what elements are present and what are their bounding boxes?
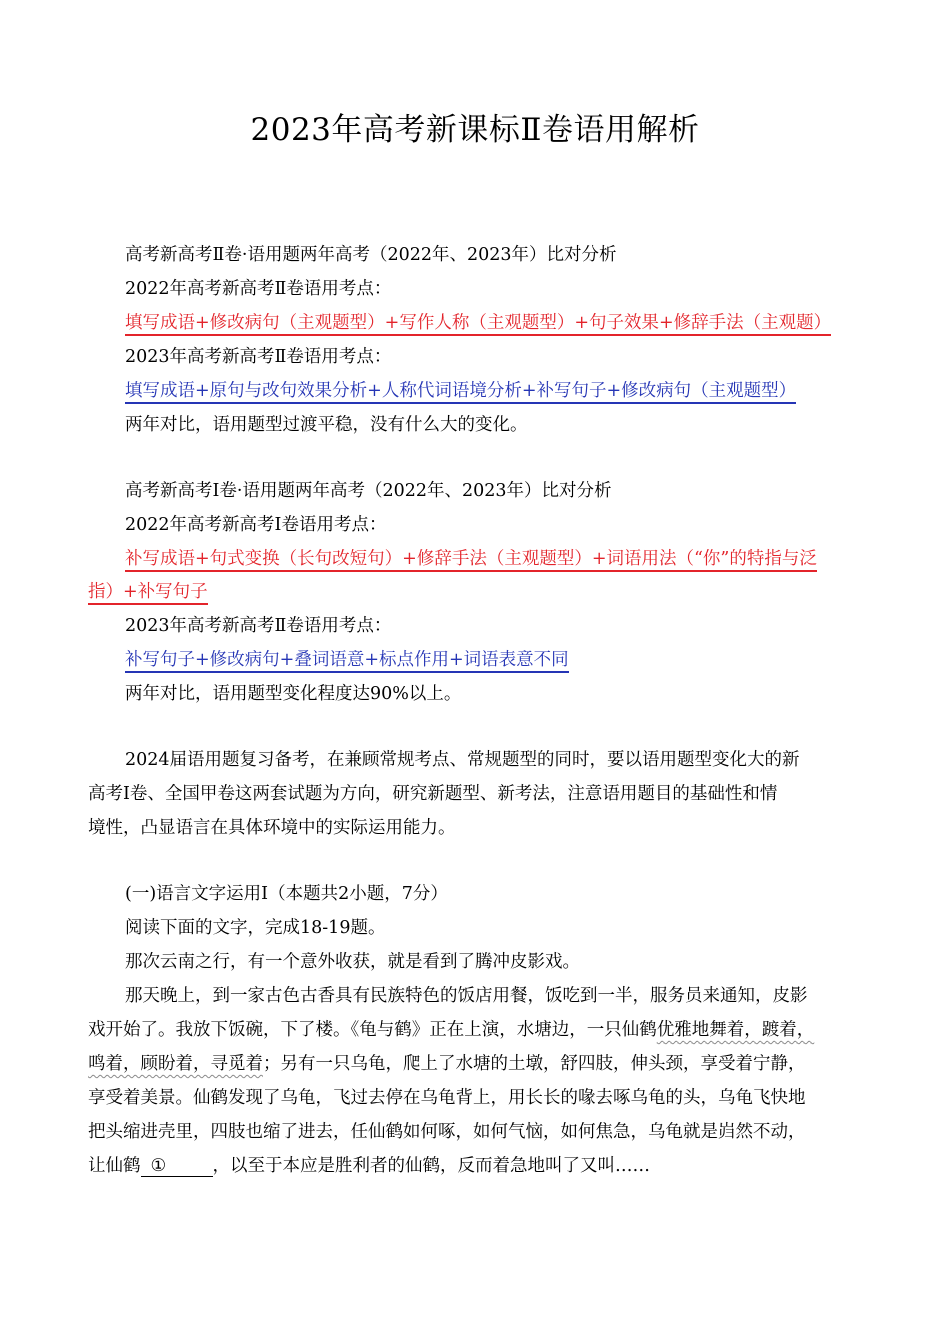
passage-p2-line-1: 那天晚上，到一家古色古香具有民族特色的饭店用餐，饭吃到一半，服务员来通知，皮影: [125, 986, 808, 1006]
section1-label-2023: 2023年高考新高考Ⅱ卷语用考点：: [125, 347, 392, 367]
advice-line-3: 境性，凸显语言在具体环境中的实际运用能力。: [88, 818, 456, 838]
passage-wavy-underline-2: 鸣着，顾盼着，寻觅着: [88, 1054, 263, 1074]
advice-line-2: 高考Ⅰ卷、全国甲卷这两套试题为方向，研究新题型、新考法，注意语用题目的基础性和情: [88, 784, 778, 804]
section2-points-2023: [125, 648, 569, 672]
page-title: 2023年高考新课标Ⅱ卷语用解析: [250, 112, 700, 148]
passage-p2-line-2: [88, 1018, 814, 1042]
section2-points-2022-text2: 指）+补写句子: [88, 582, 208, 605]
passage-p2-line-6-rest: ，以至于本应是胜利者的仙鹤，反而着急地叫了又叫……: [212, 1156, 650, 1176]
passage-p2-line-4: 享受着美景。仙鹤发现了乌龟，飞过去停在乌龟背上，用长长的喙去啄乌龟的头，乌龟飞快地: [88, 1088, 806, 1108]
section2-heading: 高考新高考Ⅰ卷·语用题两年高考（2022年、2023年）比对分析: [125, 481, 612, 501]
section2-points-2023-text: 补写句子+修改病句+叠词语意+标点作用+词语表意不同: [125, 650, 569, 673]
section2-label-2022: 2022年高考新高考Ⅰ卷语用考点：: [125, 515, 387, 535]
section2-points-2022-line2: [88, 580, 208, 604]
section1-label-2022: 2022年高考新高考Ⅱ卷语用考点：: [125, 279, 392, 299]
passage-wavy-underline-1: 优雅地舞着，踱着，: [656, 1020, 815, 1040]
passage-p2-line-6: [88, 1154, 650, 1178]
passage-instruction: 阅读下面的文字，完成18-19题。: [125, 918, 386, 938]
passage-p2-line-3: [88, 1052, 806, 1076]
passage-paragraph-1: 那次云南之行，有一个意外收获，就是看到了腾冲皮影戏。: [125, 952, 580, 972]
section2-label-2023: 2023年高考新高考Ⅱ卷语用考点：: [125, 616, 392, 636]
advice-line-1: 2024届语用题复习备考，在兼顾常规考点、常规题型的同时，要以语用题型变化大的新: [125, 750, 800, 770]
answer-blank-1[interactable]: ①: [141, 1156, 213, 1177]
section2-summary: 两年对比，语用题型变化程度达90%以上。: [125, 684, 462, 704]
section1-summary: 两年对比，语用题型过渡平稳，没有什么大的变化。: [125, 415, 528, 435]
passage-p2-line-2-text: 戏开始了。我放下饭碗，下了楼。《龟与鹤》正在上演，水塘边，一只仙鹤: [88, 1020, 657, 1040]
passage-p2-line-6-text: 让仙鹤: [88, 1156, 141, 1176]
section1-points-2022: [125, 311, 831, 335]
section1-points-2022-text: 填写成语+修改病句（主观题型）+写作人称（主观题型）+句子效果+修辞手法（主观题）: [125, 313, 831, 336]
section2-points-2022-text1: 补写成语+句式变换（长句改短句）+修辞手法（主观题型）+词语用法（“你”的特指与泛: [125, 549, 817, 572]
passage-section-title: (一)语言文字运用Ⅰ（本题共2小题，7分）: [125, 884, 448, 904]
section1-points-2023-text: 填写成语+原句与改句效果分析+人称代词语境分析+补写句子+修改病句（主观题型）: [125, 381, 796, 404]
section2-points-2022-line1: [125, 547, 817, 571]
section1-points-2023: [125, 379, 796, 403]
section1-heading: 高考新高考Ⅱ卷·语用题两年高考（2022年、2023年）比对分析: [125, 245, 617, 265]
passage-p2-line-3-text: ；另有一只乌龟，爬上了水塘的土墩，舒四肢，伸头颈，享受着宁静，: [263, 1054, 806, 1074]
passage-p2-line-5: 把头缩进壳里，四肢也缩了进去，任仙鹤如何啄，如何气恼，如何焦急，乌龟就是岿然不动，: [88, 1122, 806, 1142]
